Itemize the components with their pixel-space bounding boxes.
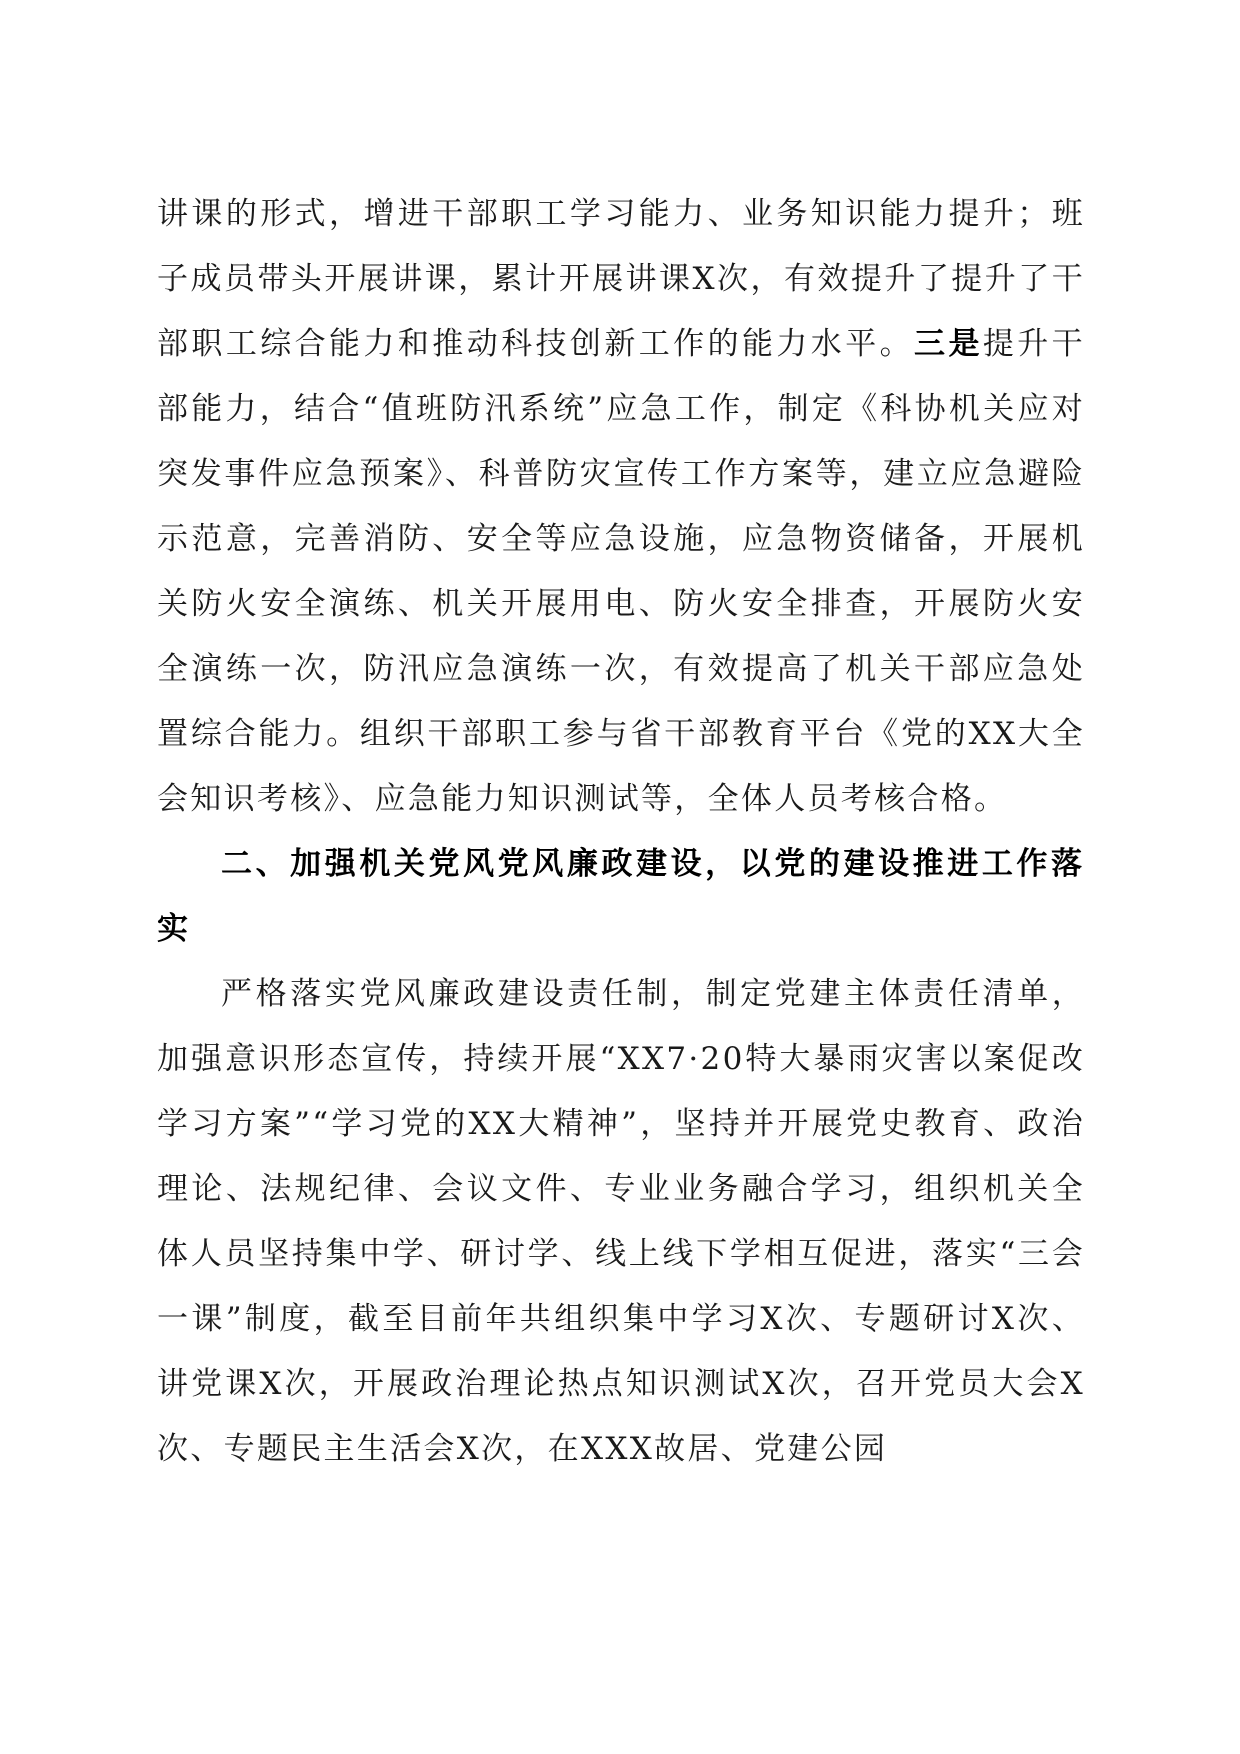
paragraph-continued xyxy=(157,182,1085,832)
paragraph-text: 提升干部能力，结合“值班防汛系统”应急工作，制定《科协机关应对突发事件应急预案》、科普防灾宣传工作方案等，建立应急避险示范意，完善消防、安全等应急设施，应急物资储备，开展机关防火安全演练、机关开展用电、防火安全排查，开展防火安全演练一次，防汛应急演练一次，有效提高了机关干部应急处置综合能力。组织干部职工参与省干部教育平台《党的XX大全会知识考核》、应急能力知识测试等，全体人员考核合格。 xyxy=(157,326,1085,817)
paragraph: 严格落实党风廉政建设责任制，制定党建主体责任清单，加强意识形态宣传，持续开展“XX7·20特大暴雨灾害以案促改学习方案”“学习党的XX大精神”，坚持并开展党史教育、政治理论、法规纪律、会议文件、专业业务融合学习，组织机关全体人员坚持集中学、研讨学、线上线下学相互促进，落实“三会一课”制度，截至目前年共组织集中学习X次、专题研讨X次、讲党课X次，开展政治理论热点知识测试X次，召开党员大会X次、专题民主生活会X次，在XXX故居、党建公园 xyxy=(157,976,1085,1467)
bold-lead-phrase: 三是 xyxy=(914,326,983,362)
document-body xyxy=(157,182,1085,1482)
paragraph-text: 讲课的形式，增进干部职工学习能力、业务知识能力提升；班子成员带头开展讲课，累计开展讲课X次，有效提升了提升了干部职工综合能力和推动科技创新工作的能力水平。 xyxy=(157,196,1085,362)
section-heading: 二、加强机关党风党风廉政建设，以党的建设推进工作落实 xyxy=(157,846,1085,947)
